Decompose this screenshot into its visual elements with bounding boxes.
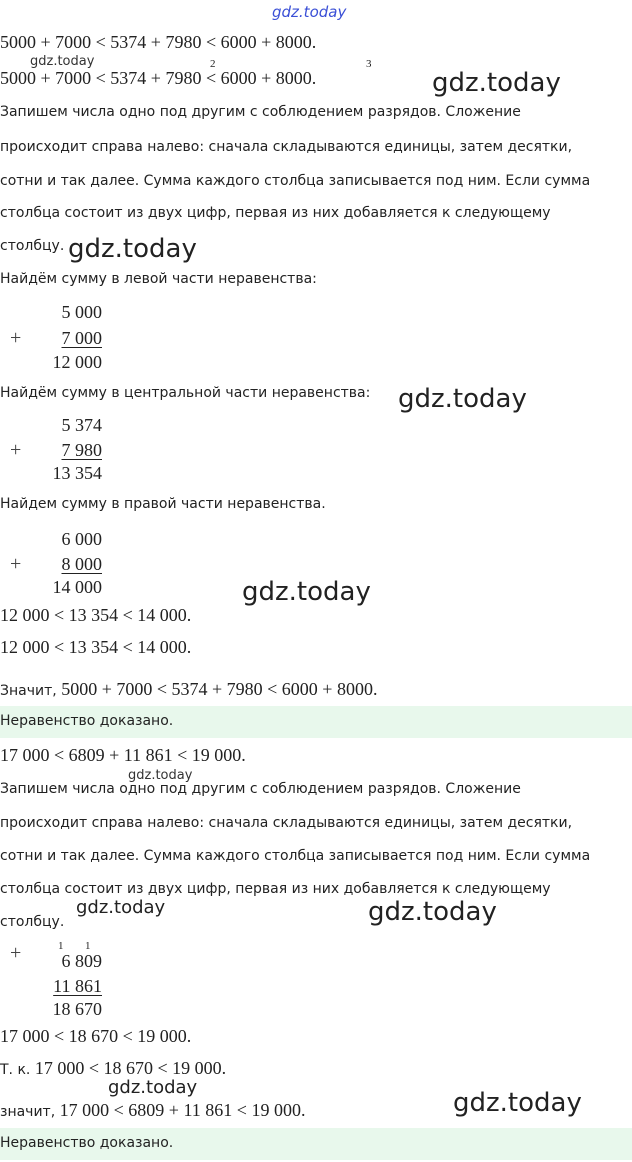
plus-sign: + — [10, 942, 22, 964]
conclusion-expression: 17 000 < 6809 + 11 861 < 19 000. — [59, 1100, 306, 1120]
watermark: gdz.today — [368, 897, 497, 927]
watermark: gdz.today — [30, 54, 95, 69]
paragraph-line: столбцу. — [0, 914, 65, 930]
inequality-line: 17 000 < 6809 + 11 861 < 19 000. — [0, 745, 246, 765]
since-label: Т. к. — [0, 1062, 31, 1078]
proven-text: Неравенство доказано. — [0, 1135, 174, 1151]
conclusion-label: значит, — [0, 1104, 56, 1120]
addend-a: 6 000 — [61, 529, 102, 549]
inequality-line: 5000 + 7000 < 5374 + 7980 < 6000 + 8000. — [0, 32, 317, 52]
plus-sign: + — [10, 439, 22, 461]
inequality-line-with-carries: 5000 + 7000 < 5374 + 7980 < 6000 + 8000. — [0, 68, 317, 88]
paragraph-line: происходит справа налево: сначала складываются единицы, затем десятки, — [0, 139, 573, 155]
since-line — [0, 1058, 226, 1079]
carry-digit: 3 — [366, 58, 372, 70]
addend-a: 5 374 — [61, 415, 102, 435]
center-part-title: Найдём сумму в центральной части неравенства: — [0, 385, 371, 401]
addend-b: 8 000 — [61, 554, 102, 574]
watermark: gdz.today — [68, 234, 197, 264]
watermark: gdz.today — [398, 384, 527, 414]
addend-b: 7 980 — [61, 440, 102, 460]
carry-digit: 2 — [210, 58, 216, 70]
carry-digit: 1 — [58, 940, 64, 952]
watermark: gdz.today — [242, 577, 371, 607]
conclusion-line — [0, 679, 377, 700]
paragraph-line: сотни и так далее. Сумма каждого столбца записывается под ним. Если сумма — [0, 848, 591, 864]
paragraph-line: происходит справа налево: сначала складываются единицы, затем десятки, — [0, 815, 573, 831]
watermark: gdz.today — [76, 897, 166, 918]
conclusion-line — [0, 1100, 305, 1121]
proven-text: Неравенство доказано. — [0, 713, 174, 729]
conclusion-label: Значит, — [0, 683, 57, 699]
sum-result: 12 000 — [52, 352, 102, 372]
sum-result: 13 354 — [52, 463, 102, 483]
result-inequality: 12 000 < 13 354 < 14 000. — [0, 605, 192, 625]
watermark: gdz.today — [108, 1077, 198, 1098]
addend-a: 6 809 — [61, 951, 102, 971]
paragraph-line: столбца состоит из двух цифр, первая из них добавляется к следующему — [0, 205, 551, 221]
watermark: gdz.today — [128, 768, 193, 783]
header-watermark: gdz.today — [272, 3, 347, 21]
paragraph-line: Запишем числа одно под другим с соблюдением разрядов. Сложение — [0, 781, 521, 797]
plus-sign: + — [10, 327, 22, 349]
conclusion-expression: 5000 + 7000 < 5374 + 7980 < 6000 + 8000. — [61, 679, 378, 699]
left-part-title: Найдём сумму в левой части неравенства: — [0, 271, 317, 287]
paragraph-line: Запишем числа одно под другим с соблюдением разрядов. Сложение — [0, 104, 521, 120]
carry-digit: 1 — [85, 940, 91, 952]
sum-result: 14 000 — [52, 577, 102, 597]
sum-result: 18 670 — [52, 999, 102, 1019]
paragraph-line: столбца состоит из двух цифр, первая из них добавляется к следующему — [0, 881, 551, 897]
plus-sign: + — [10, 553, 22, 575]
since-expression: 17 000 < 18 670 < 19 000. — [34, 1058, 227, 1078]
paragraph-line: столбцу. — [0, 238, 65, 254]
right-part-title: Найдем сумму в правой части неравенства. — [0, 496, 326, 512]
watermark: gdz.today — [453, 1088, 582, 1118]
watermark: gdz.today — [432, 68, 561, 98]
addend-b: 7 000 — [61, 328, 102, 348]
paragraph-line: сотни и так далее. Сумма каждого столбца записывается под ним. Если сумма — [0, 173, 591, 189]
addend-b: 11 861 — [53, 976, 102, 996]
result-inequality: 12 000 < 13 354 < 14 000. — [0, 637, 192, 657]
addend-a: 5 000 — [61, 302, 102, 322]
result-inequality: 17 000 < 18 670 < 19 000. — [0, 1026, 192, 1046]
